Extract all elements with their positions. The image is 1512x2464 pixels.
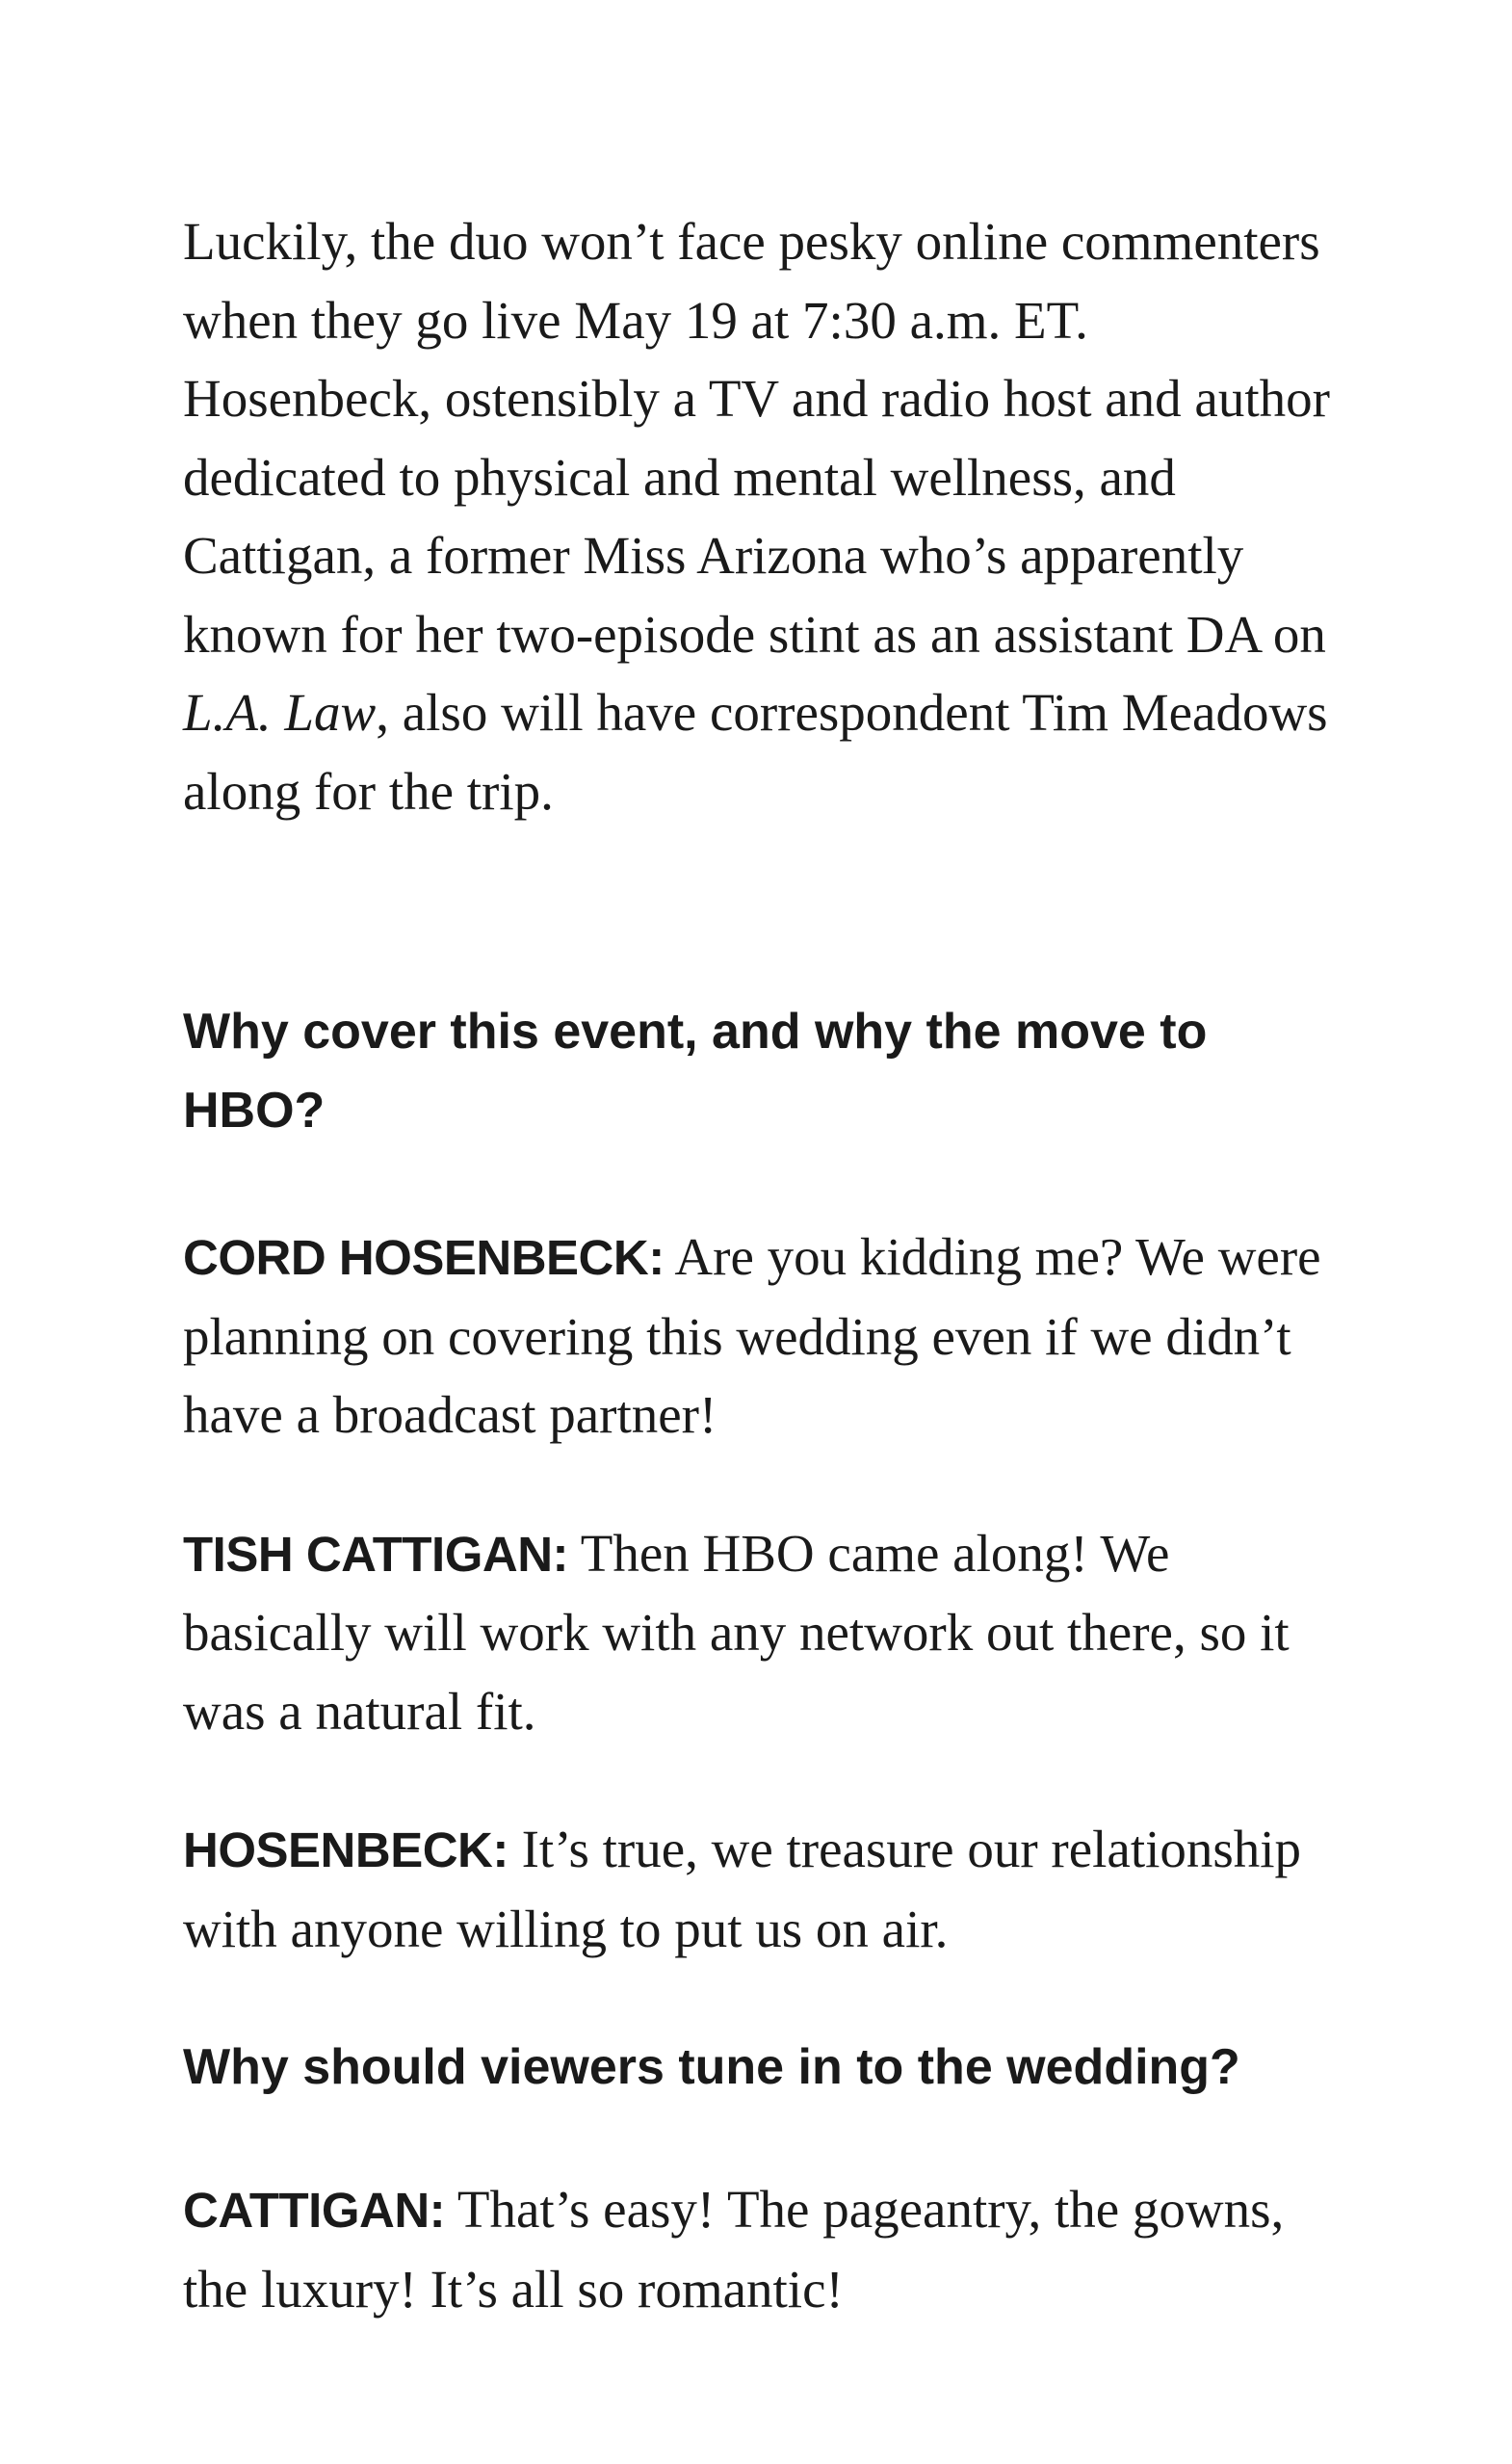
answer-text: Are you kidding me? We were planning on covering this wedding even if we didn’t have a broadcast partner! [183, 1227, 1321, 1444]
speaker-name: TISH CATTIGAN: [183, 1526, 569, 1582]
answer-text: Then HBO came along! We basically will work with any network out there, so it was a natural fit. [183, 1523, 1290, 1741]
speaker-name: CATTIGAN: [183, 2183, 446, 2238]
interview-answer [183, 1810, 1348, 1968]
article-body [183, 202, 1348, 2328]
speaker-name: CORD HOSENBECK: [183, 1230, 665, 1285]
answer-text: That’s easy! The pageantry, the gowns, the luxury! It’s all so romantic! [183, 2180, 1285, 2319]
answer-text: It’s true, we treasure our relationship with anyone willing to put us on air. [183, 1820, 1302, 1958]
interview-answer [183, 1218, 1348, 1455]
interview-question: Why should viewers tune in to the wedding? [183, 2039, 1240, 2095]
interview-answer [183, 1514, 1348, 1751]
intro-text-part1: Luckily, the duo won’t face pesky online commenters when they go live May 19 at 7:30 a.m. ET. Hosenbeck, ostensibly a TV and radio host and author dedicated to physical and mental wellness, and Cattigan, a former Miss Arizona who’s apparently known for her two-episode stint as an assistant DA on [183, 212, 1330, 664]
intro-text-part2: , also will have correspondent Tim Meadows along for the trip. [183, 683, 1328, 821]
interview-answer [183, 2170, 1348, 2328]
speaker-name: HOSENBECK: [183, 1822, 508, 1877]
show-title: L.A. Law [183, 683, 377, 742]
interview-question: Why cover this event, and why the move to HBO? [183, 1004, 1208, 1139]
intro-paragraph [183, 202, 1348, 830]
